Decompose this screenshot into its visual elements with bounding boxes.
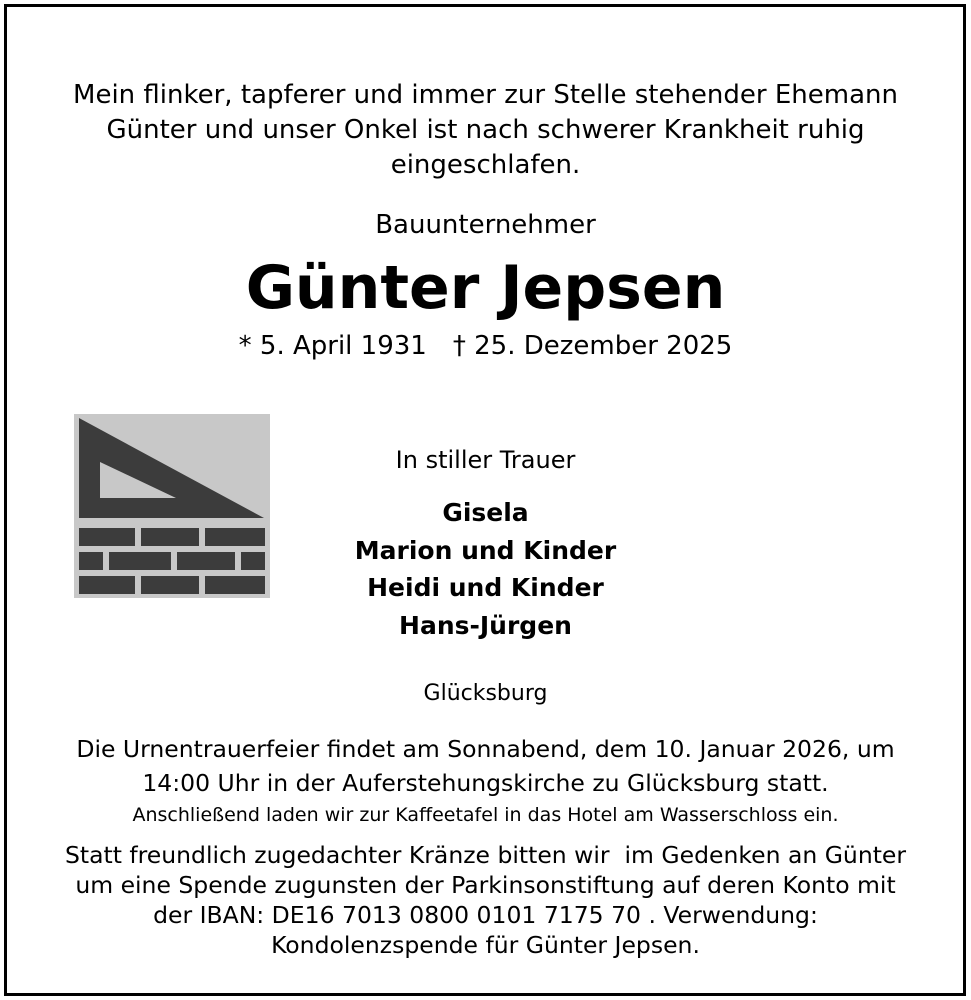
intro-line: eingeschlafen. <box>390 150 581 180</box>
mourning-label: In stiller Trauer <box>395 446 576 474</box>
birth-date: * 5. April 1931 <box>238 331 427 361</box>
donation-info <box>0 840 971 960</box>
donation-line: der IBAN: DE16 7013 0800 0101 7175 70 . Verwendung: <box>153 901 818 929</box>
place: Glücksburg <box>423 681 548 706</box>
intro-text <box>0 78 971 183</box>
mourner-name: Marion und Kinder <box>354 535 617 565</box>
mourner-name: Hans-Jürgen <box>399 610 572 640</box>
ceremony-line: Die Urnentrauerfeier findet am Sonnabend, dem 10. Januar 2026, um <box>76 735 895 763</box>
death-date: † 25. Dezember 2025 <box>452 331 733 361</box>
life-dates <box>0 329 971 363</box>
mourner-name: Gisela <box>442 498 529 527</box>
mourner-name: Heidi und Kinder <box>367 573 604 602</box>
donation-line: Kondolenzspende für Günter Jepsen. <box>271 931 700 959</box>
deceased-name: Günter Jepsen <box>245 253 726 323</box>
reception-info: Anschließend laden wir zur Kaffeetafel in das Hotel am Wasserschloss ein. <box>132 804 839 826</box>
intro-line: Mein flinker, tapferer und immer zur Stelle stehender Ehemann <box>73 80 898 110</box>
ceremony-info <box>0 732 971 800</box>
donation-line: um eine Spende zugunsten der Parkinsonstiftung auf deren Konto mit <box>75 871 896 899</box>
donation-line: Statt freundlich zugedachter Kränze bitten wir im Gedenken an Günter <box>64 841 907 869</box>
profession: Bauunternehmer <box>375 210 596 240</box>
mourners-list <box>0 494 971 644</box>
ceremony-line: 14:00 Uhr in der Auferstehungskirche zu Glücksburg statt. <box>142 769 829 797</box>
intro-line: Günter und unser Onkel ist nach schwerer Krankheit ruhig <box>106 115 865 145</box>
